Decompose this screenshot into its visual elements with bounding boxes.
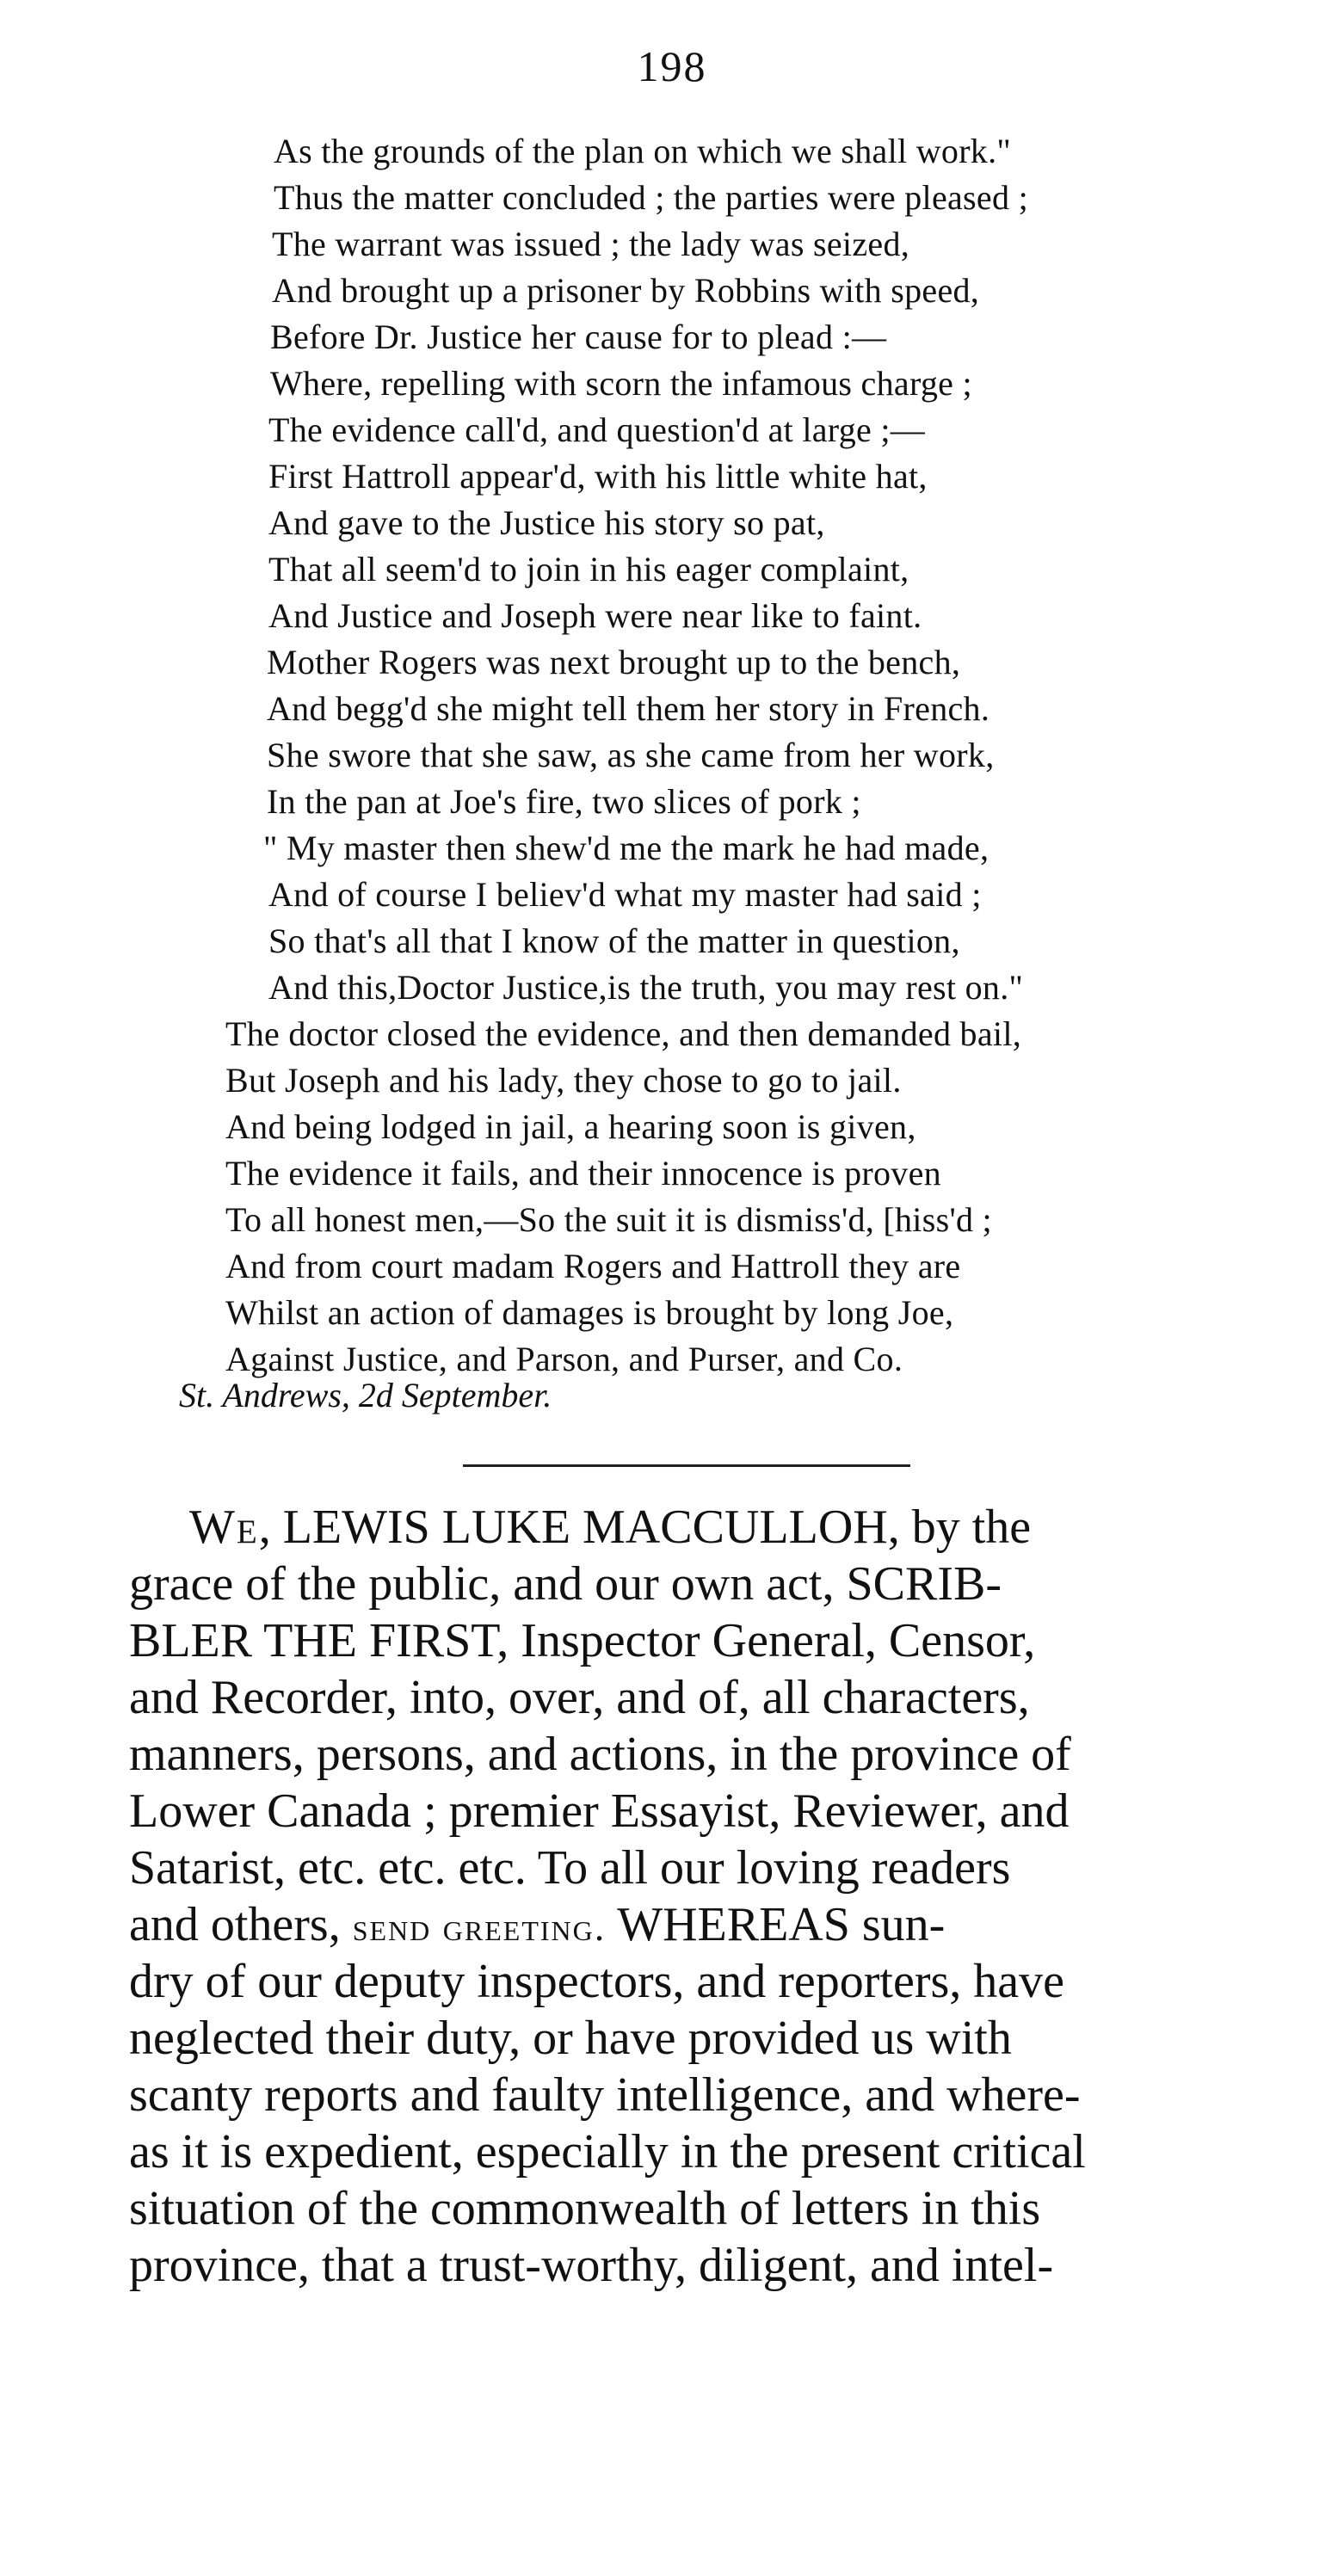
poem-line: And begg'd she might tell them her story in French. [267, 689, 990, 728]
poem-line: The evidence call'd, and question'd at large ;— [268, 410, 926, 449]
poem-line: But Joseph and his lady, they chose to go to jail. [225, 1061, 902, 1100]
prose-text: , LEWIS LUKE MACCULLOH, by the [258, 1501, 1032, 1554]
poem-line: Thus the matter concluded ; the parties were pleased ; [274, 178, 1028, 217]
poem-line: The doctor closed the evidence, and then demanded bail, [225, 1014, 1022, 1053]
proclamation [129, 1499, 1273, 2359]
page-number: 198 [637, 42, 707, 90]
prose-line: dry of our deputy inspectors, and reporters, have [129, 1955, 1064, 2008]
section-divider [463, 1464, 910, 1467]
poem-line: As the grounds of the plan on which we shall work." [274, 132, 1012, 170]
poem-line: Whilst an action of damages is brought by long Joe, [225, 1293, 954, 1332]
prose-line: Satarist, etc. etc. etc. To all our loving readers [129, 1841, 1011, 1895]
poem-line: So that's all that I know of the matter in question, [268, 921, 960, 960]
prose-line: BLER THE FIRST, Inspector General, Censor, [129, 1614, 1036, 1667]
poem-line: Where, repelling with scorn the infamous charge ; [270, 364, 972, 403]
poem-line: In the pan at Joe's fire, two slices of pork ; [267, 782, 861, 821]
poem-line: Against Justice, and Parson, and Purser, and Co. [225, 1340, 903, 1378]
prose-line: scanty reports and faulty intelligence, and where- [129, 2068, 1081, 2122]
poem-line: The evidence it fails, and their innocence is proven [225, 1154, 941, 1192]
drop-word: We [189, 1501, 259, 1554]
prose-text: WHEREAS sun- [606, 1898, 946, 1951]
poem-line: And this,Doctor Justice,is the truth, you may rest on." [268, 968, 1024, 1007]
signoff: St. Andrews, 2d September. [179, 1376, 552, 1414]
prose-text: and others, [129, 1898, 353, 1951]
poem-line: And brought up a prisoner by Robbins with speed, [272, 271, 980, 310]
poem-line: And of course I believ'd what my master had said ; [268, 875, 982, 914]
poem-block [0, 129, 1344, 1454]
poem-line: And being lodged in jail, a hearing soon is given, [225, 1107, 916, 1146]
poem-line: To all honest men,—So the suit it is dismiss'd, [hiss'd ; [225, 1200, 992, 1239]
poem-line: " My master then shew'd me the mark he had made, [263, 829, 990, 867]
prose-line: neglected their duty, or have provided us with [129, 2012, 1012, 2065]
poem-line: And Justice and Joseph were near like to faint. [268, 596, 922, 635]
poem-line: That all seem'd to join in his eager complaint, [268, 550, 909, 589]
prose-line: as it is expedient, especially in the present critical [129, 2125, 1086, 2179]
prose-line: Lower Canada ; premier Essayist, Reviewer, and [129, 1784, 1070, 1838]
poem-line: Before Dr. Justice her cause for to plead :— [270, 317, 887, 356]
poem-line: She swore that she saw, as she came from her work, [267, 736, 995, 774]
poem-line: The warrant was issued ; the lady was seized, [272, 225, 910, 263]
prose-line: and Recorder, into, over, and of, all characters, [129, 1671, 1030, 1724]
poem-line: And from court madam Rogers and Hattroll they are [225, 1247, 961, 1285]
prose-line [189, 1499, 1031, 1556]
prose-line: grace of the public, and our own act, SCRIB- [129, 1557, 1002, 1611]
prose-line: manners, persons, and actions, in the province of [129, 1728, 1071, 1781]
poem-line: Mother Rogers was next brought up to the bench, [267, 643, 961, 681]
small-caps-greeting: send greeting. [352, 1905, 607, 1949]
poem-line: First Hattroll appear'd, with his little white hat, [268, 457, 928, 496]
poem-line: And gave to the Justice his story so pat, [268, 503, 825, 542]
prose-line [129, 1896, 945, 1956]
prose-line: situation of the commonwealth of letters in this [129, 2182, 1041, 2235]
prose-line: province, that a trust-worthy, diligent, and intel- [129, 2239, 1054, 2292]
